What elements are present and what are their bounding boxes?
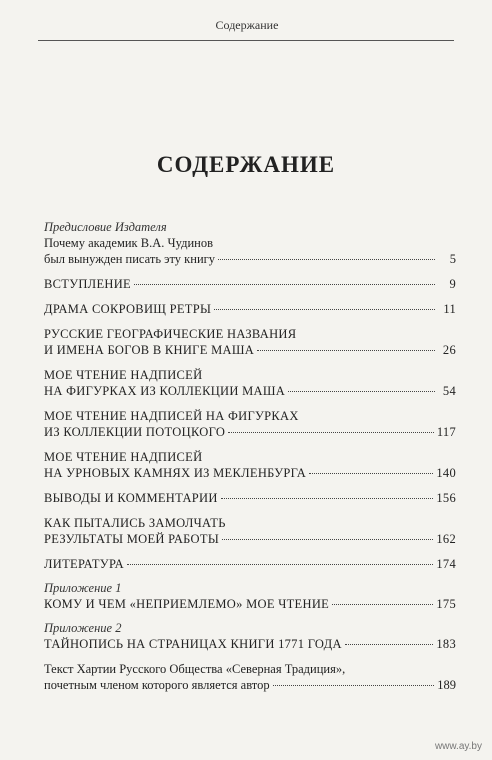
toc-entry-title-line: ДРАМА СОКРОВИЩ РЕТРЫ <box>44 302 212 316</box>
toc-page-number: 26 <box>442 343 456 357</box>
toc-entry-last-row <box>44 490 456 506</box>
toc-entry-title-line: ЛИТЕРАТУРА <box>44 557 124 571</box>
page-title: СОДЕРЖАНИЕ <box>156 152 336 177</box>
toc-section-label: Предисловие Издателя <box>44 220 167 234</box>
running-header: Содержание <box>215 18 279 32</box>
dot-leader <box>214 309 435 310</box>
toc-entry-title-line: РУССКИЕ ГЕОГРАФИЧЕСКИЕ НАЗВАНИЯ <box>44 327 297 341</box>
dot-leader <box>218 259 435 260</box>
watermark: www.ay.by <box>434 741 482 752</box>
toc-page-number: 175 <box>436 597 456 611</box>
dot-leader <box>221 498 434 499</box>
toc-entry-last-row <box>44 383 456 399</box>
toc-page-number: 140 <box>436 466 456 480</box>
toc-page-number: 156 <box>436 491 456 505</box>
toc-entry-title-line: Почему академик В.А. Чудинов <box>44 236 213 250</box>
toc-entry-last-row <box>44 596 456 612</box>
toc-entry-title-line: НА ФИГУРКАХ ИЗ КОЛЛЕКЦИИ МАША <box>44 384 286 398</box>
toc-page-number: 9 <box>449 277 456 291</box>
toc-entry[interactable] <box>44 408 456 440</box>
toc-entry-title-line: РЕЗУЛЬТАТЫ МОЕЙ РАБОТЫ <box>44 532 220 546</box>
dot-leader <box>228 432 434 433</box>
table-of-contents <box>44 220 456 702</box>
toc-entry-last-row <box>44 301 456 317</box>
toc-entry[interactable] <box>44 661 456 693</box>
toc-page-number: 5 <box>449 252 456 266</box>
toc-entry[interactable] <box>44 490 456 506</box>
toc-entry-title-line: И ИМЕНА БОГОВ В КНИГЕ МАША <box>44 343 255 357</box>
toc-entry-last-row <box>44 556 456 572</box>
toc-entry-last-row <box>44 636 456 652</box>
toc-entry-title-line: МОЕ ЧТЕНИЕ НАДПИСЕЙ <box>44 450 203 464</box>
toc-page-number: 162 <box>436 532 456 546</box>
toc-page-number: 117 <box>436 425 456 439</box>
toc-entry[interactable] <box>44 276 456 292</box>
header-rule <box>38 40 454 41</box>
dot-leader <box>127 564 433 565</box>
toc-section-label: Приложение 2 <box>44 621 122 635</box>
toc-page-number: 54 <box>442 384 456 398</box>
toc-entry-title-line: МОЕ ЧТЕНИЕ НАДПИСЕЙ <box>44 368 203 382</box>
toc-entry-title-line: МОЕ ЧТЕНИЕ НАДПИСЕЙ НА ФИГУРКАХ <box>44 409 299 423</box>
toc-page-number: 183 <box>436 637 456 651</box>
toc-entry[interactable] <box>44 596 456 612</box>
toc-entry[interactable] <box>44 449 456 481</box>
toc-entry-title-line: ИЗ КОЛЛЕКЦИИ ПОТОЦКОГО <box>44 425 226 439</box>
dot-leader <box>345 644 434 645</box>
toc-entry-title-line: почетным членом которого является автор <box>44 678 270 692</box>
dot-leader <box>273 685 435 686</box>
toc-entry-title-line: КАК ПЫТАЛИСЬ ЗАМОЛЧАТЬ <box>44 516 226 530</box>
dot-leader <box>332 604 433 605</box>
dot-leader <box>257 350 435 351</box>
toc-entry[interactable] <box>44 367 456 399</box>
toc-entry-last-row <box>44 276 456 292</box>
toc-entry-last-row <box>44 531 456 547</box>
toc-page-number: 11 <box>443 302 456 316</box>
toc-entry[interactable] <box>44 556 456 572</box>
toc-entry-last-row <box>44 465 456 481</box>
toc-entry[interactable] <box>44 636 456 652</box>
toc-page-number: 174 <box>436 557 456 571</box>
toc-entry-last-row <box>44 677 456 693</box>
toc-entry-title-line: был вынужден писать эту книгу <box>44 252 216 266</box>
toc-page-number: 189 <box>437 678 456 692</box>
dot-leader <box>222 539 433 540</box>
toc-entry-last-row <box>44 342 456 358</box>
toc-entry-title-line: ВСТУПЛЕНИЕ <box>44 277 131 291</box>
toc-entry-last-row <box>44 424 456 440</box>
dot-leader <box>309 473 433 474</box>
dot-leader <box>288 391 435 392</box>
toc-entry[interactable] <box>44 235 456 267</box>
dot-leader <box>134 284 435 285</box>
toc-entry-title-line: ВЫВОДЫ И КОММЕНТАРИИ <box>44 491 218 505</box>
toc-entry[interactable] <box>44 326 456 358</box>
toc-entry[interactable] <box>44 301 456 317</box>
toc-entry-title-line: КОМУ И ЧЕМ «НЕПРИЕМЛЕМО» МОЕ ЧТЕНИЕ <box>44 597 330 611</box>
toc-entry-title-line: НА УРНОВЫХ КАМНЯХ ИЗ МЕКЛЕНБУРГА <box>44 466 307 480</box>
toc-entry-title-line: ТАЙНОПИСЬ НА СТРАНИЦАХ КНИГИ 1771 ГОДА <box>44 637 342 651</box>
toc-entry-last-row <box>44 251 456 267</box>
toc-section-label: Приложение 1 <box>44 581 122 595</box>
toc-entry[interactable] <box>44 515 456 547</box>
toc-entry-title-line: Текст Хартии Русского Общества «Северная Традиция», <box>44 662 346 676</box>
